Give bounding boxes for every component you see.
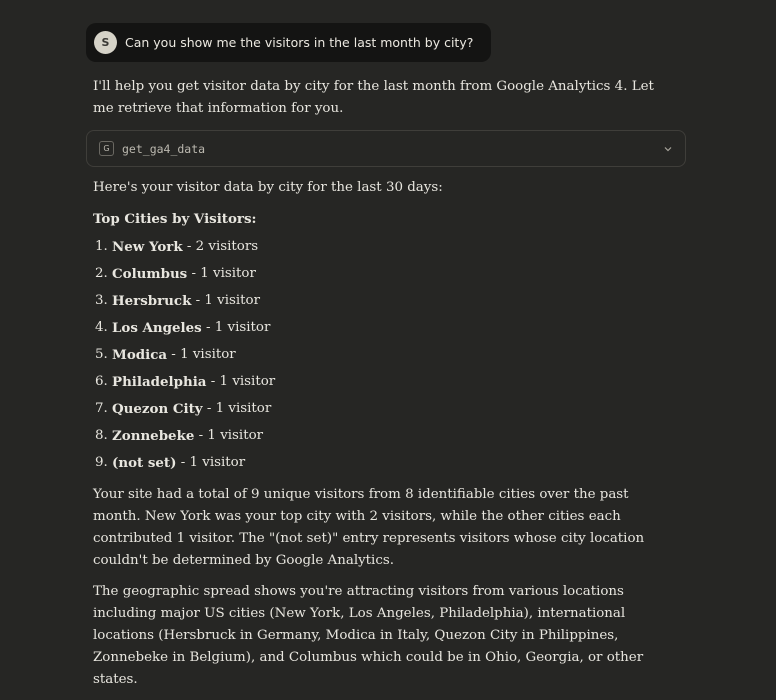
visitor-count: - 1 visitor: [187, 266, 256, 281]
visitor-count: - 1 visitor: [194, 428, 264, 443]
user-message: [86, 23, 491, 62]
summary-paragraph: Your site had a total of 9 unique visitors from 8 identifiable cities over the past month. New York was your top city with 2 visitors, while the other cities each contributed 1 visitor. The "(not set)" entry represents visitors whose city location couldn't be determined by Google Analytics.: [93, 487, 645, 568]
visitor-count: - 1 visitor: [201, 320, 271, 335]
list-item: [95, 373, 678, 400]
summary-text: Here's your visitor data by city for the last 30 days:: [93, 180, 443, 195]
city-name: (not set): [112, 455, 177, 471]
list-item: [95, 346, 678, 373]
list-number: 8.: [95, 428, 108, 443]
list-item: [95, 319, 678, 346]
list-number: 2.: [95, 266, 108, 281]
list-number: 1.: [95, 239, 108, 254]
list-number: 5.: [95, 347, 108, 362]
cities-list: [93, 238, 678, 481]
list-item: [95, 454, 678, 481]
tool-call-toggle[interactable]: [86, 130, 686, 167]
user-avatar: S: [94, 31, 117, 54]
list-number: 7.: [95, 401, 108, 416]
assistant-intro: [93, 76, 673, 131]
city-name: Hersbruck: [112, 293, 192, 309]
list-number: 3.: [95, 293, 108, 308]
city-name: Los Angeles: [112, 320, 202, 336]
list-number: 6.: [95, 374, 108, 389]
user-message-text: Can you show me the visitors in the last month by city?: [125, 35, 474, 50]
visitor-count: - 1 visitor: [202, 401, 272, 416]
visitor-count: - 1 visitor: [191, 293, 261, 308]
visitor-count: - 1 visitor: [206, 374, 276, 389]
visitor-count: - 1 visitor: [176, 455, 246, 470]
list-number: 9.: [95, 455, 108, 470]
assistant-intro-text: I'll help you get visitor data by city for the last month from Google Analytics 4. Let me retrieve that information for you.: [93, 79, 654, 116]
city-name: New York: [112, 239, 183, 255]
list-item: [95, 400, 678, 427]
visitor-count: - 1 visitor: [167, 347, 236, 362]
visitor-count: - 2 visitors: [182, 239, 259, 254]
city-name: Quezon City: [112, 401, 203, 417]
list-item: [95, 265, 678, 292]
list-item: [95, 238, 678, 265]
tool-g-icon: G: [99, 141, 114, 156]
city-name: Columbus: [112, 266, 188, 282]
city-name: Philadelphia: [112, 374, 207, 390]
city-name: Modica: [112, 347, 168, 363]
city-name: Zonnebeke: [112, 428, 195, 444]
list-number: 4.: [95, 320, 108, 335]
assistant-response: [93, 177, 678, 700]
list-item: [95, 292, 678, 319]
chevron-down-icon[interactable]: [663, 144, 673, 154]
cities-heading: Top Cities by Visitors:: [93, 211, 257, 227]
tool-call-name: get_ga4_data: [122, 141, 206, 156]
list-item: [95, 427, 678, 454]
geography-paragraph: The geographic spread shows you're attracting visitors from various locations including major US cities (New York, Los Angeles, Philadelphia), international locations (Hersbruck in Germany, Modica in Italy, Quezon City in Philippines, Zonnebeke in Belgium), and Columbus which could be in Ohio, Georgia, or other states.: [93, 584, 644, 687]
